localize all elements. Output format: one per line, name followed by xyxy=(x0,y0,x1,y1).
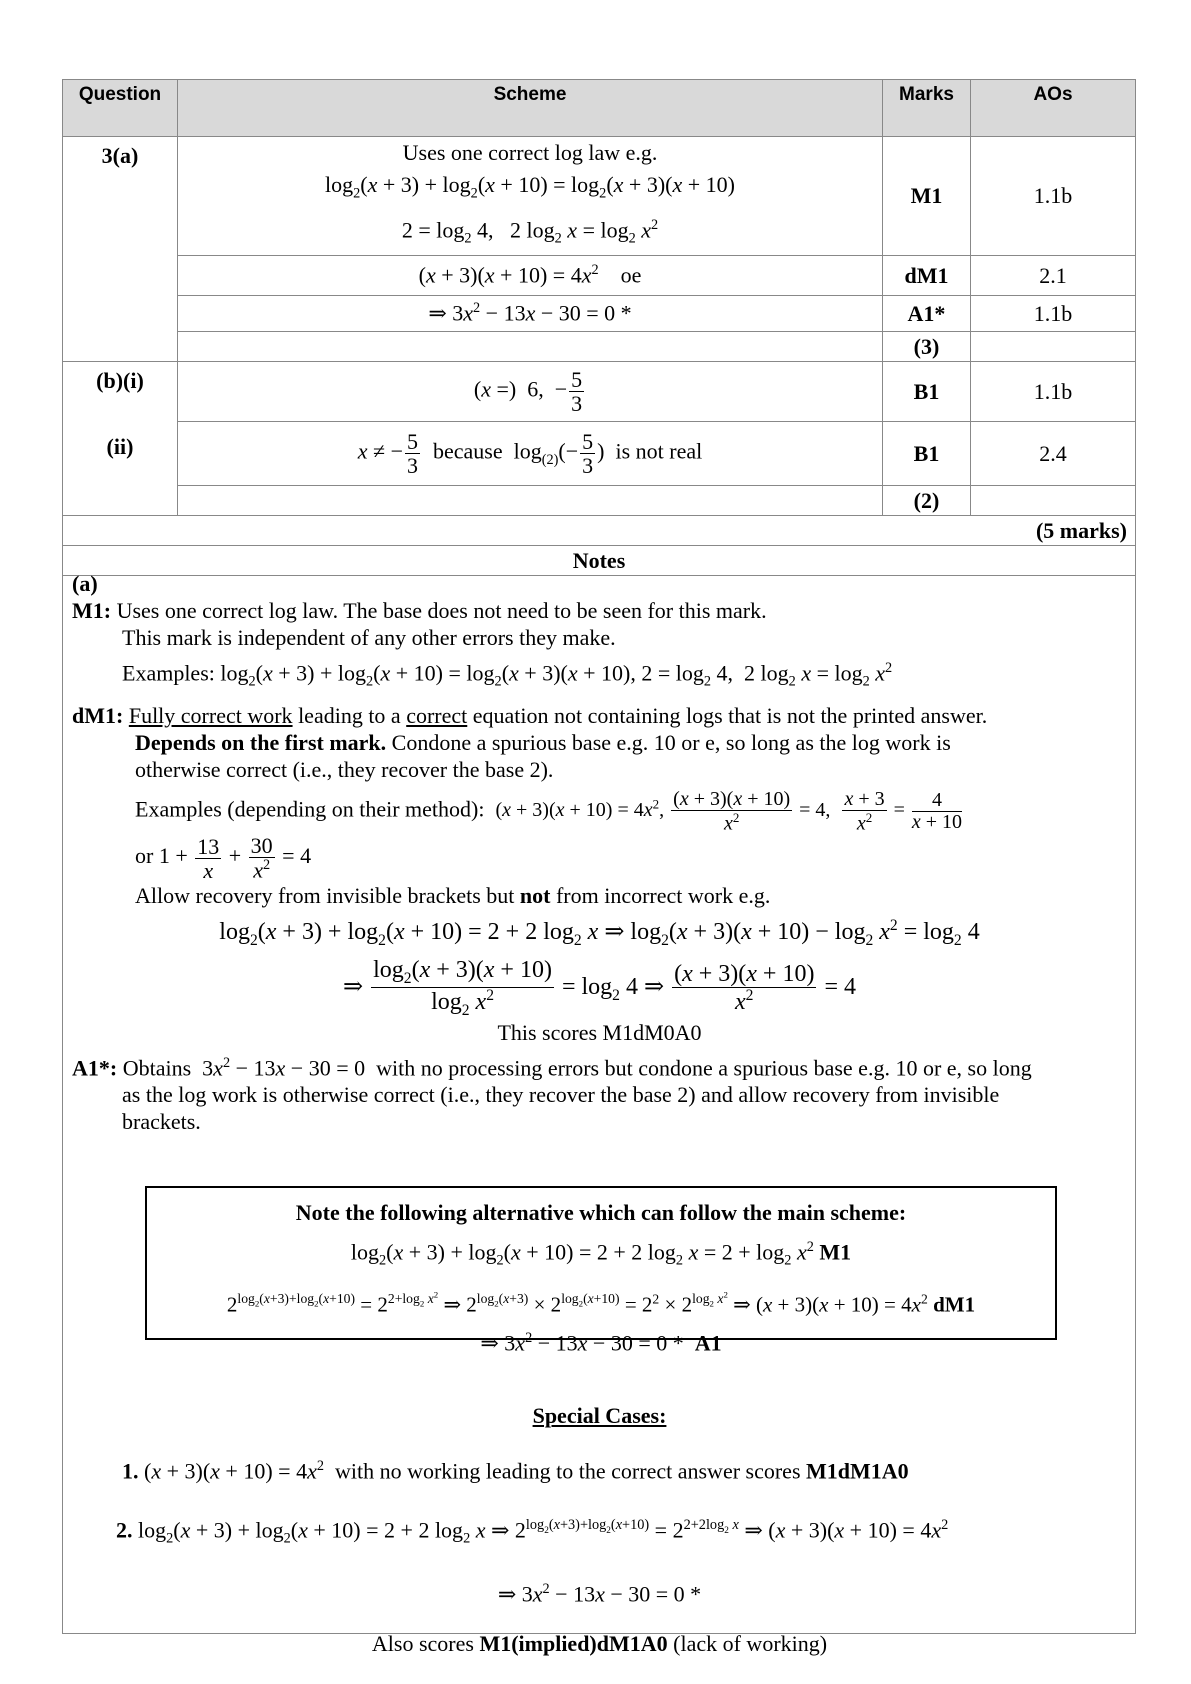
scheme-equation: $\log_2(x + 3) + \log_2(x + 10) = \log_2(x + 3)(x + 10)$ xyxy=(325,172,735,202)
scheme-reject-root: x ≠ − $\frac{5}{3}$ because $\log_{(2)}(-$ $\frac{5}{3}$ ) is not real xyxy=(178,422,883,486)
a1-text-4: brackets. xyxy=(122,1109,201,1135)
note-dm1 xyxy=(72,702,1127,729)
m1-text-2: This mark is independent of any other errors they make. xyxy=(122,625,616,650)
ao-cell: 1.1b xyxy=(971,137,1136,256)
special-title: Special Cases: xyxy=(532,1403,667,1428)
empty-cell xyxy=(971,332,1136,362)
notes-title: Notes xyxy=(63,546,1136,576)
dm1-depends xyxy=(72,729,1127,756)
allow-text: from incorrect work e.g. xyxy=(555,882,771,908)
dm1-text-4: otherwise correct (i.e., they recover the base 2). xyxy=(135,756,554,782)
alt-line-2: $2^{log_2(x+3)+log_2(x+10)} = 2^{2+log_2 x^2}$ ⇒ $2^{log_2(x+3)} \times 2^{log_2(x+10)} = 2^2 \times 2^{log_2 x^2}$ ⇒ $(x + 3)(x + 10) = 4x^2$ dM1 xyxy=(226,1289,976,1317)
empty-cell xyxy=(971,486,1136,516)
scheme-roots: (x =) 6, − $\frac{5}{3}$ xyxy=(178,362,883,422)
dm1-text: leading to a xyxy=(298,702,401,728)
alt-dm1: dM1 xyxy=(933,1292,976,1317)
ao-cell: 2.4 xyxy=(971,422,1136,486)
empty-cell xyxy=(178,332,883,362)
m1-text: Uses one correct log law. The base does not need to be seen for this mark. xyxy=(116,598,767,623)
ao-cell: 1.1b xyxy=(971,362,1136,422)
mark-cell: M1 xyxy=(883,137,971,256)
subtotal-cell: (3) xyxy=(883,332,971,362)
special-case-2: 2. $\log_2(x + 3) + \log_2(x + 10) = 2 + 2$ $\log_2 x$ ⇒ $2^{log_2(x+3)+log_2(x+10)} = 2^{2+2log_2 x}$ ⇒ $(x + 3)(x + 10) = 4x^2$ xyxy=(116,1517,949,1548)
special-case-1: 1. $(x + 3)(x + 10) = 4x^2$ with no working leading to the correct answer scores M1dM1A0 xyxy=(122,1458,909,1484)
a1-label: A1*: xyxy=(72,1055,118,1081)
alt-title: Note the following alternative which can follow the main scheme: xyxy=(295,1200,907,1225)
mark-cell: B1 xyxy=(883,362,971,422)
subtotal-cell: (2) xyxy=(883,486,971,516)
ao-cell: 1.1b xyxy=(971,296,1136,332)
dm1-underline-1: Fully correct work xyxy=(128,702,293,728)
dm1-label: dM1: xyxy=(72,702,124,728)
dm1-text: equation not containing logs that is not the printed answer. xyxy=(472,702,988,728)
question-bii: (ii) xyxy=(106,434,134,460)
not-real-text: is not real xyxy=(615,438,703,464)
notes-part-a: (a) xyxy=(72,571,98,596)
empty-cell xyxy=(178,486,883,516)
scheme-equation: $2 = \log_2 4$, 2 $\log_2 x = \log_2 x^2$ xyxy=(401,217,659,248)
case-number: 2. xyxy=(116,1517,133,1543)
scheme-equation-no-logs: $(x + 3)(x + 10) = 4x^2$ oe xyxy=(178,256,883,296)
mark-cell: B1 xyxy=(883,422,971,486)
a1-text-3: as the log work is otherwise correct (i.e., they recover the base 2) and allow recovery from invisible xyxy=(122,1082,1000,1108)
allow-text: Allow recovery from invisible brackets but xyxy=(135,882,515,908)
alt-m1: M1 xyxy=(819,1239,852,1265)
dm1-underline-2: correct xyxy=(406,702,468,728)
mark-cell: dM1 xyxy=(883,256,971,296)
question-3a: 3(a) xyxy=(63,137,178,362)
case-number: 1. xyxy=(122,1458,139,1484)
alt-a1: A1 xyxy=(694,1330,722,1356)
col-header-aos: AOs xyxy=(971,80,1136,137)
lack-text: (lack of working) xyxy=(673,1631,828,1657)
a1-text: with no processing errors but condone a spurious base e.g. 10 or e, so long xyxy=(376,1055,1032,1081)
incorrect-work-line-1: $\log_2(x + 3) + \log_2(x + 10) = 2 + 2$ $\log_2 x$ ⇒ $\log_2(x + 3)(x + 10) - \log_2 x^2 = \log_2 4$ xyxy=(219,916,980,949)
dm1-or-example: or 1 + $\frac{13}{x}$ + $\frac{30}{x^2}$ = 4 xyxy=(135,833,312,883)
allow-not: not xyxy=(519,882,551,908)
alt-line-3: ⇒ $3x^2 - 13x - 30 = 0 * A1$ xyxy=(480,1330,722,1356)
or-label: or xyxy=(135,843,154,869)
m1-examples: Examples: $\log_2(x + 3) + \log_2(x + 10) = \log_2(x + 3)(x + 10)$, $2 = \log_2 4$, 2 $\log_2 x = \log_2 x^2$ xyxy=(122,660,893,690)
dm1-examples-label: Examples (depending on their method): xyxy=(135,796,485,822)
alt-line-1: $\log_2(x + 3) + \log_2(x + 10) = 2 + 2$ $\log_2 x = 2 + \log_2 x^2$ M1 xyxy=(350,1239,852,1269)
col-header-question: Question xyxy=(63,80,178,137)
oe-label: oe xyxy=(620,262,642,288)
case-marks: M1dM1A0 xyxy=(806,1458,909,1484)
special-case-2-also xyxy=(72,1630,1127,1658)
special-case-2-result: ⇒ $3x^2 - 13x - 30 = 0$ * xyxy=(497,1581,702,1607)
notes-content xyxy=(72,570,1127,1135)
scheme-line: Uses one correct log law e.g. xyxy=(402,140,658,165)
case-text: with no working leading to the correct answer scores xyxy=(334,1458,801,1484)
scores-line: This scores M1dM0A0 xyxy=(497,1020,702,1045)
col-header-marks: Marks xyxy=(883,80,971,137)
examples-label: Examples: xyxy=(122,660,215,686)
incorrect-work-line-2: ⇒ $\frac{\log_2(x + 3)(x + 10)}{\log_2 x^2}$ = $\log_2 4$ ⇒ $\frac{(x + 3)(x + 10)}{x^2}$ = 4 xyxy=(343,956,856,1019)
m1-label: M1: xyxy=(72,598,112,623)
dm1-examples: Examples (depending on their method): $(x + 3)(x + 10) = 4x^2$, $\frac{(x + 3)(x + 10)}{x^2}$ = 4, $\frac{x + 3}{x^2}$ = $\frac{4}{x + 10}$ xyxy=(135,787,963,835)
special-cases xyxy=(72,1380,1127,1680)
scheme-log-law xyxy=(178,137,883,256)
dm1-text: Condone a spurious base e.g. 10 or e, so long as the log work is xyxy=(391,729,951,755)
also-text: Also scores xyxy=(371,1631,474,1657)
because-text: because xyxy=(433,438,503,464)
a1-text: Obtains xyxy=(122,1055,192,1081)
dm1-bold: Depends on the first mark. xyxy=(135,729,387,755)
mark-cell: A1* xyxy=(883,296,971,332)
note-m1 xyxy=(72,597,1127,624)
alternative-method-box xyxy=(145,1186,1057,1356)
note-a1: A1*: Obtains $3x^2 - 13x - 30 = 0$ with no processing errors but condone a spurious base e.g. 10 or e, so long xyxy=(72,1055,1032,1081)
question-bi: (b)(i) xyxy=(96,368,144,394)
scheme-printed-answer: ⇒ $3x^2 - 13x - 30 = 0$ * xyxy=(178,296,883,332)
dm1-allow xyxy=(72,882,1127,909)
total-marks: (5 marks) xyxy=(63,516,1136,546)
ao-cell: 2.1 xyxy=(971,256,1136,296)
question-b xyxy=(63,362,178,516)
col-header-scheme: Scheme xyxy=(178,80,883,137)
also-marks: M1(implied)dM1A0 xyxy=(479,1631,668,1657)
